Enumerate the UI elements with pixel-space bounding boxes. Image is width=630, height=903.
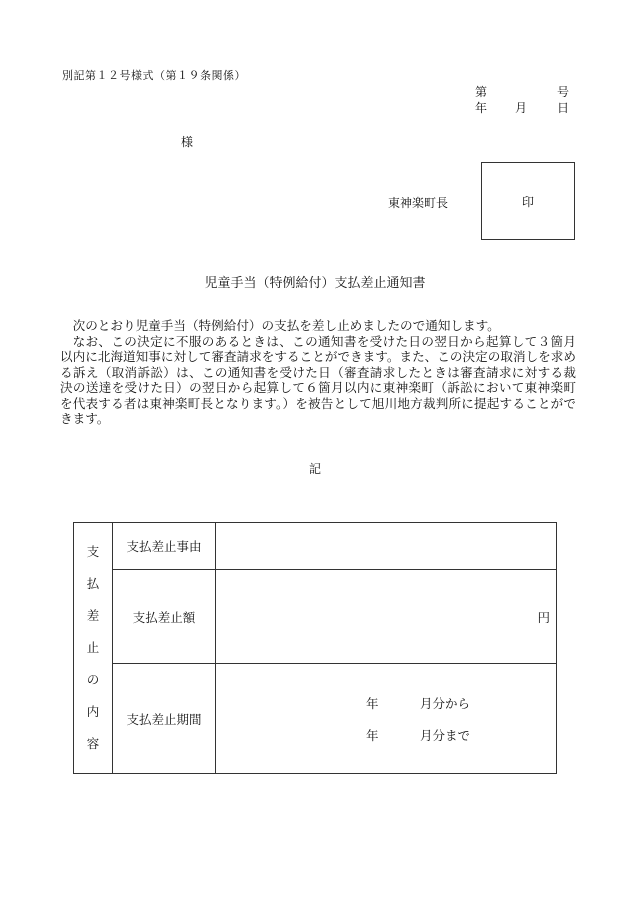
ki-heading: 記 — [308, 462, 321, 476]
body-text — [60, 318, 576, 427]
period-label-cell — [113, 664, 216, 774]
group-label-char: 容 — [86, 736, 100, 751]
amount-unit: 円 — [537, 609, 550, 625]
date-day: 日 — [557, 101, 570, 115]
addressee-honorific: 様 — [181, 135, 194, 149]
group-label-char: の — [86, 672, 100, 687]
date-year: 年 — [475, 101, 488, 115]
amount-label: 支払差止額 — [132, 609, 196, 625]
reason-label: 支払差止事由 — [126, 539, 202, 554]
seal-label: 印 — [521, 194, 534, 209]
number-prefix: 第 — [475, 85, 488, 99]
period-to-year: 年 — [366, 728, 379, 743]
amount-value-cell — [216, 570, 557, 664]
period-from-text: 月分から — [420, 696, 471, 711]
form-reference: 別記第１２号様式（第１９条関係） — [62, 69, 246, 82]
body-paragraph-1: 次のとおり児童手当（特例給付）の支払を差し止めましたので通知します。 — [72, 318, 500, 333]
period-to-text: 月分まで — [420, 728, 471, 743]
group-label-char: 払 — [86, 576, 100, 591]
period-from-year: 年 — [366, 696, 379, 711]
number-suffix: 号 — [557, 85, 570, 99]
period-label: 支払差止期間 — [126, 711, 202, 727]
period-value-cell — [216, 664, 557, 774]
amount-label-cell — [113, 570, 216, 664]
date-month: 月 — [515, 101, 528, 115]
group-label-char: 内 — [86, 704, 100, 719]
issuer-title: 東神楽町長 — [388, 196, 449, 210]
group-label-char: 差 — [86, 608, 100, 623]
body-paragraph-2: なお、この決定に不服のあるときは、この通知書を受けた日の翌日から起算して３箇月以内に北海道知事に対して審査請求をすることができます。また、この決定の取消しを求める訴え（取消訴訟）は、この通知書を受けた日（審査請求したときは審査請求に対する裁決の送達を受けた日）の翌日から起算して６箇月以内に東神楽町（訴訟において東神楽町を代表する者は東神楽町長となります。）を被告として旭川地方裁判所に提起することができます。 — [60, 333, 576, 426]
detail-table — [73, 522, 557, 774]
reason-label-cell — [113, 523, 216, 570]
group-label-cell — [74, 523, 113, 774]
reason-value-cell — [216, 523, 557, 570]
document-title: 児童手当（特例給付）支払差止通知書 — [204, 276, 426, 291]
group-label-char: 支 — [86, 544, 100, 559]
group-label-char: 止 — [86, 640, 100, 655]
seal-box — [481, 162, 575, 240]
